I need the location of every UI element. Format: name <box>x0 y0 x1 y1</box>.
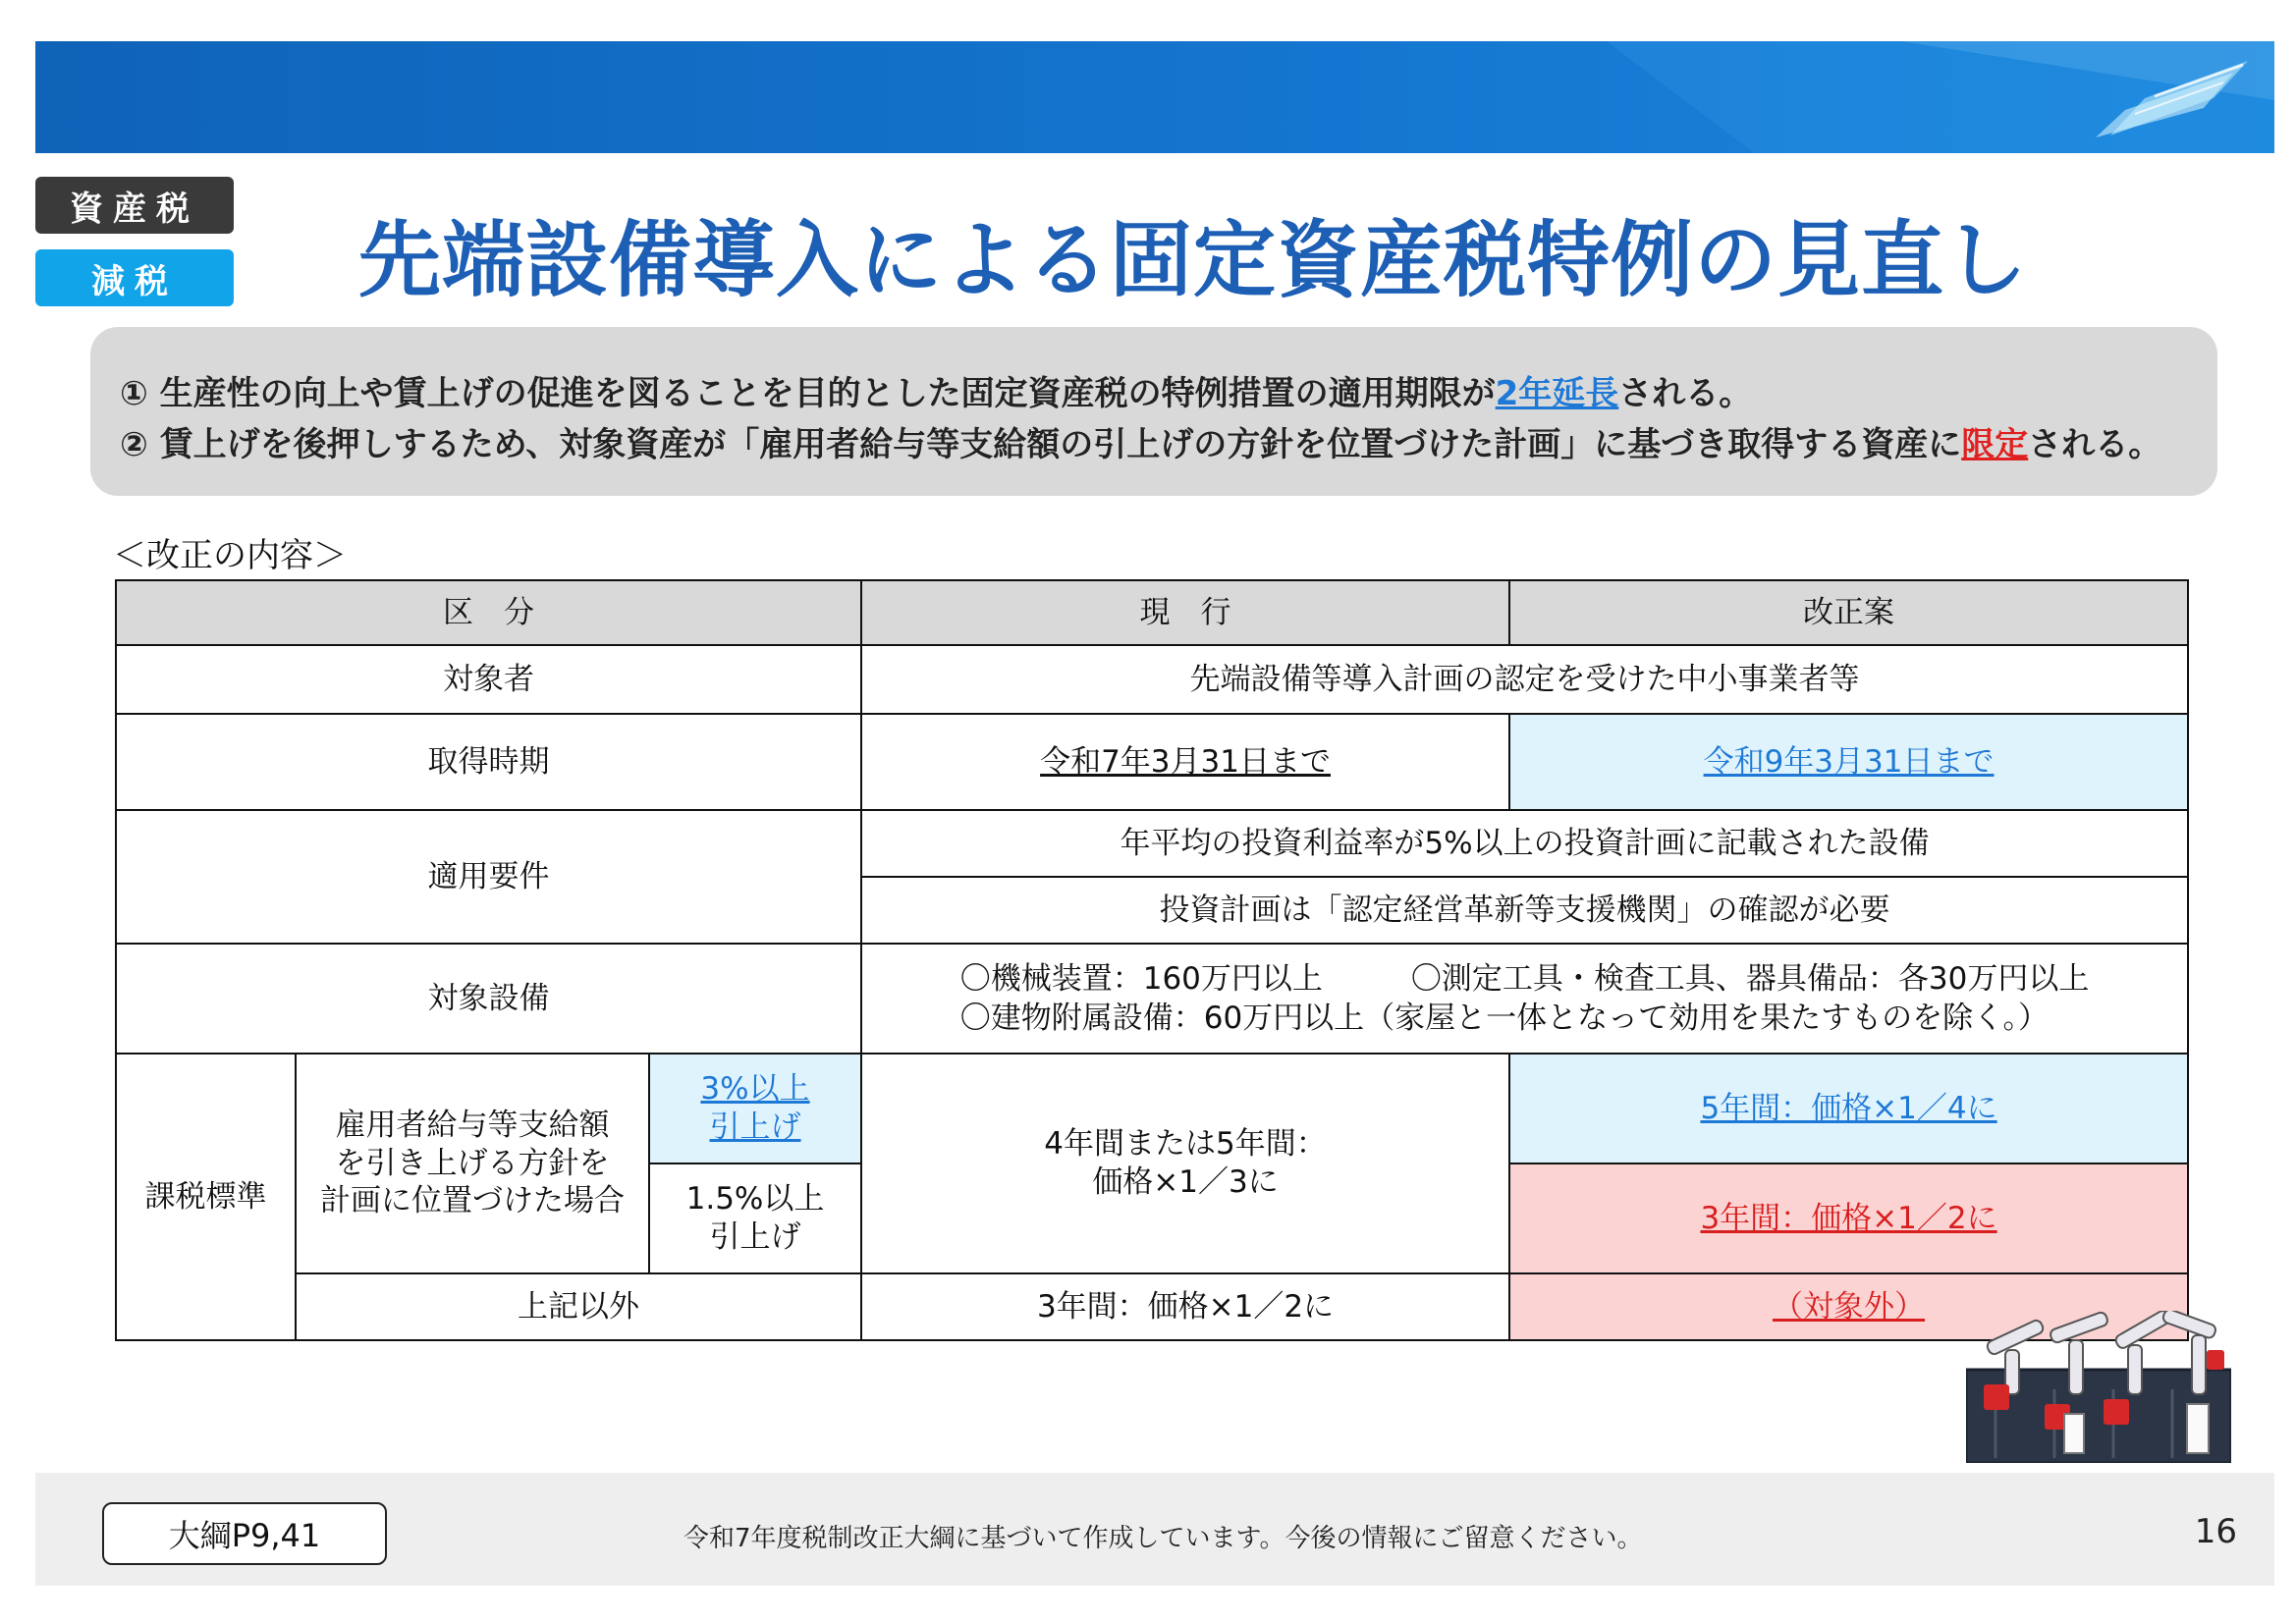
summary-highlight-limited: 限定 <box>1961 425 2029 464</box>
rate-low <box>649 1163 861 1273</box>
other-current: 3年間：価格×1／2に <box>861 1273 1509 1340</box>
tax-current-line-2: 価格×1／3に <box>1092 1164 1279 1200</box>
requirement-row-2: 投資計画は「認定経営革新等支援機関」の確認が必要 <box>861 877 2188 944</box>
revision-table <box>115 579 2189 1341</box>
equipment-item-3: 〇建物附属設備：60万円以上（家屋と一体となって効用を果たすものを除く。） <box>959 1001 2050 1036</box>
target-value: 先端設備等導入計画の認定を受けた中小事業者等 <box>861 645 2188 714</box>
time-current-text: 令和7年3月31日まで <box>1040 743 1331 780</box>
wage-condition-label <box>296 1054 649 1273</box>
section-label: ＜改正の内容＞ <box>113 536 347 575</box>
summary-box <box>90 327 2217 496</box>
tax-current <box>861 1054 1509 1273</box>
effect-tag: 減税 <box>35 249 234 306</box>
reference-box: 大綱P9,41 <box>102 1502 387 1565</box>
summary-line-1-end: される。 <box>1618 374 1753 413</box>
tax-proposal-high <box>1509 1054 2188 1163</box>
equipment-label: 対象設備 <box>116 944 861 1054</box>
wage-label-line-3: 計画に位置づけた場合 <box>320 1183 625 1219</box>
footer <box>35 1473 2274 1586</box>
summary-line-2-text: ② 賃上げを後押しするため、対象資産が「雇用者給与等支給額の引上げの方針を位置づけた計画」に基づき取得する資産に <box>120 425 1962 464</box>
equipment-item-2: 〇測定工具・検査工具、器具備品：各30万円以上 <box>1410 960 2090 997</box>
requirement-row-1: 年平均の投資利益率が5%以上の投資計画に記載された設備 <box>861 810 2188 877</box>
footer-note: 令和7年度税制改正大綱に基づいて作成しています。今後の情報にご留意ください。 <box>683 1524 1643 1553</box>
equipment-item-1: 〇機械装置：160万円以上 <box>959 960 1323 997</box>
tax-proposal-high-text: 5年間：価格×1／4に <box>1700 1090 1997 1126</box>
summary-line-1-text: ① 生産性の向上や賃上げの促進を図ることを目的とした固定資産税の特例措置の適用期限が <box>120 374 1496 413</box>
wage-label-line-2: を引き上げる方針を <box>335 1145 610 1181</box>
other-proposal-text: （対象外） <box>1773 1288 1926 1325</box>
time-label: 取得時期 <box>116 714 861 810</box>
page-title: 先端設備導入による固定資産税特例の見直し <box>358 212 2029 308</box>
rate-high-line-1: 3%以上 <box>700 1071 810 1108</box>
other-label: 上記以外 <box>296 1273 861 1340</box>
rate-high <box>649 1054 861 1163</box>
summary-line-2-end: される。 <box>2028 425 2162 464</box>
time-proposal-text: 令和9年3月31日まで <box>1703 743 1995 780</box>
wage-label-line-1: 雇用者給与等支給額 <box>335 1107 610 1143</box>
header-category: 区 分 <box>116 580 861 645</box>
time-proposal <box>1509 714 2188 810</box>
header-proposal: 改正案 <box>1509 580 2188 645</box>
rate-high-line-2: 引上げ <box>709 1109 801 1145</box>
factory-robot-illustration <box>1966 1311 2231 1463</box>
tax-proposal-low-text: 3年間：価格×1／2に <box>1700 1200 1997 1236</box>
rate-low-line-1: 1.5%以上 <box>685 1181 825 1217</box>
stripes-logo-icon <box>2086 59 2253 137</box>
target-label: 対象者 <box>116 645 861 714</box>
page-number: 16 <box>2194 1512 2237 1551</box>
category-tag: 資産税 <box>35 177 234 234</box>
time-current <box>861 714 1509 810</box>
equipment-list <box>960 959 2090 1039</box>
equipment-value <box>861 944 2188 1054</box>
requirement-label: 適用要件 <box>116 810 861 944</box>
tax-proposal-low <box>1509 1163 2188 1273</box>
tax-label: 課税標準 <box>116 1054 296 1340</box>
summary-highlight-extension: 2年延長 <box>1495 374 1619 413</box>
summary-line-1 <box>120 366 1752 414</box>
rate-low-line-2: 引上げ <box>709 1219 801 1255</box>
header-current: 現 行 <box>861 580 1509 645</box>
header-banner <box>35 41 2274 153</box>
tax-current-line-1: 4年間または5年間： <box>1044 1126 1327 1163</box>
banner-decoration <box>35 41 2274 153</box>
summary-line-2 <box>120 417 2161 465</box>
